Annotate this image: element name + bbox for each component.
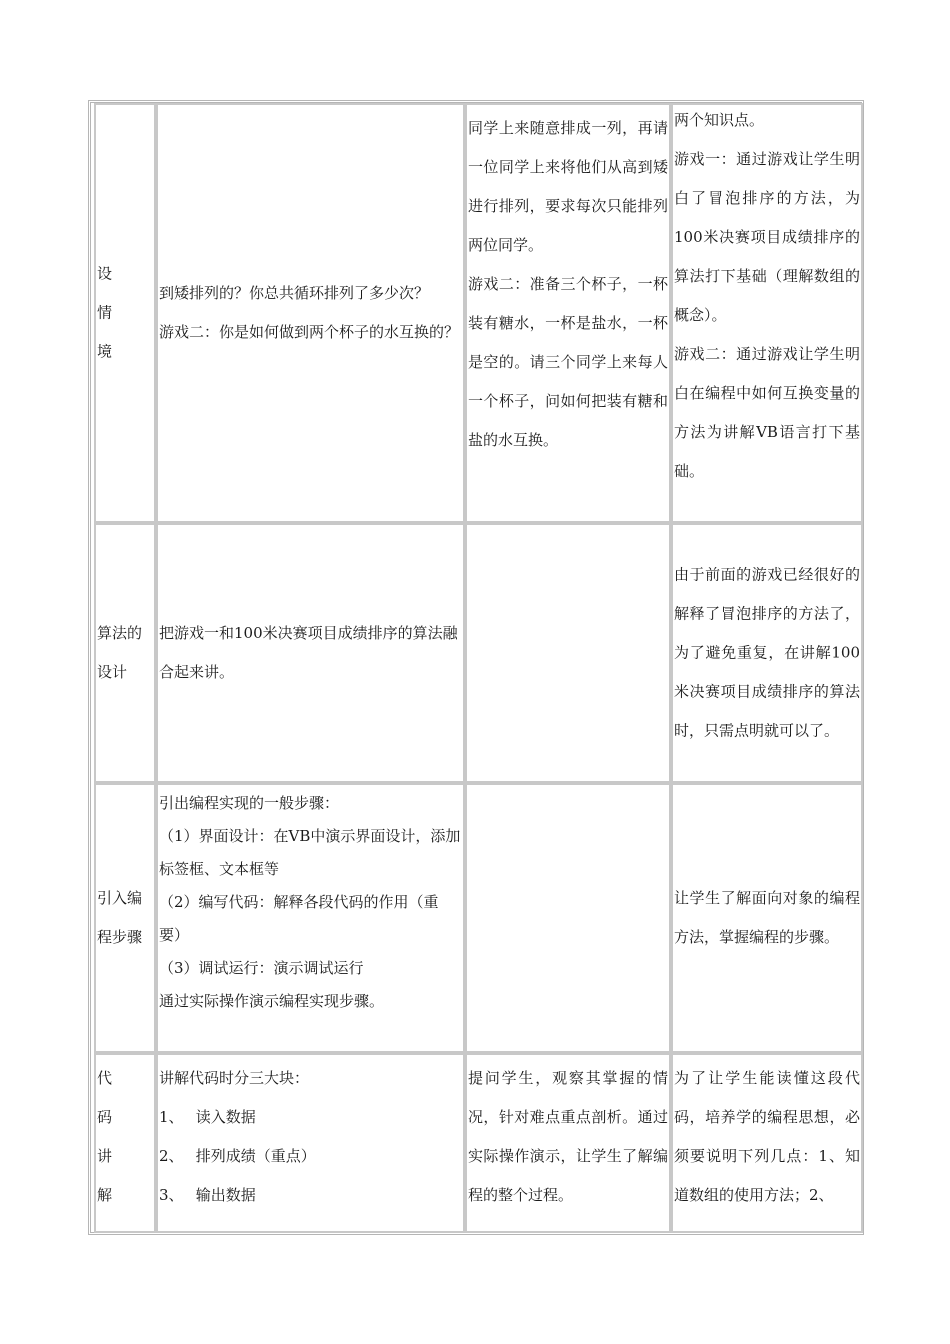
teacher-activity-text: 把游戏一和100米决赛项目成绩排序的算法融合起来讲。 <box>159 624 458 681</box>
design-intent-cell <box>671 1053 863 1233</box>
teacher-activity-cell <box>156 1053 465 1233</box>
stage-label: 代 码 讲 解 <box>97 1069 113 1204</box>
teacher-activity-text: 到矮排列的？你总共循环排列了多少次？ 游戏二：你是如何做到两个杯子的水互换的？ <box>159 284 460 341</box>
stage-cell <box>94 783 156 1053</box>
design-intent-cell <box>671 523 863 783</box>
design-intent-text: 由于前面的游戏已经很好的解释了冒泡排序的方法了，为了避免重复，在讲解100米决赛项目成绩排序的算法时，只需点明就可以了。 <box>674 565 860 740</box>
teacher-activity-text: 讲解代码时分三大块： 1、 读入数据 2、 排列成绩（重点） 3、 输出数据 <box>159 1069 316 1204</box>
student-activity-cell <box>465 523 671 783</box>
design-intent-text: 为了让学生能读懂这段代码，培养学的编程思想，必须要说明下列几点：1、知道数组的使用方法；2、 <box>674 1069 860 1204</box>
student-activity-text: 提问学生，观察其掌握的情况，针对难点重点剖析。通过实际操作演示，让学生了解编程的整个过程。 <box>468 1069 668 1204</box>
teacher-activity-cell <box>156 783 465 1053</box>
design-intent-cell <box>671 103 863 523</box>
teacher-activity-cell <box>156 103 465 523</box>
stage-cell <box>94 103 156 523</box>
lesson-plan-table <box>88 100 864 1235</box>
stage-label: 设 情 境 <box>97 264 113 361</box>
stage-label: 算法的 设计 <box>97 624 143 681</box>
design-intent-text: 让学生了解面向对象的编程方法，掌握编程的步骤。 <box>674 889 860 946</box>
stage-label: 引入编 程步骤 <box>97 889 143 946</box>
stage-cell <box>94 1053 156 1233</box>
student-activity-cell <box>465 1053 671 1233</box>
design-intent-cell <box>671 783 863 1053</box>
teacher-activity-cell <box>156 523 465 783</box>
student-activity-text: 同学上来随意排成一列，再请一位同学上来将他们从高到矮进行排列，要求每次只能排列两位同学。 游戏二：准备三个杯子，一杯装有糖水，一杯是盐水，一杯是空的。请三个同学上来每人一个杯子，问如何把装有糖和盐的水互换。 <box>468 119 668 449</box>
teacher-activity-text: 引出编程实现的一般步骤： （1）界面设计：在VB中演示界面设计，添加标签框、文本框等 （2）编写代码：解释各段代码的作用（重要） （3）调试运行：演示调试运行 通过实际操作演示编程实现步骤。 <box>159 794 461 1010</box>
stage-cell <box>94 523 156 783</box>
student-activity-cell <box>465 783 671 1053</box>
student-activity-cell <box>465 103 671 523</box>
design-intent-text: 两个知识点。 游戏一：通过游戏让学生明白了冒泡排序的方法，为100米决赛项目成绩排序的算法打下基础（理解数组的概念）。 游戏二：通过游戏让学生明白在编程中如何互换变量的方法为讲解VB语言打下基础。 <box>674 111 860 480</box>
